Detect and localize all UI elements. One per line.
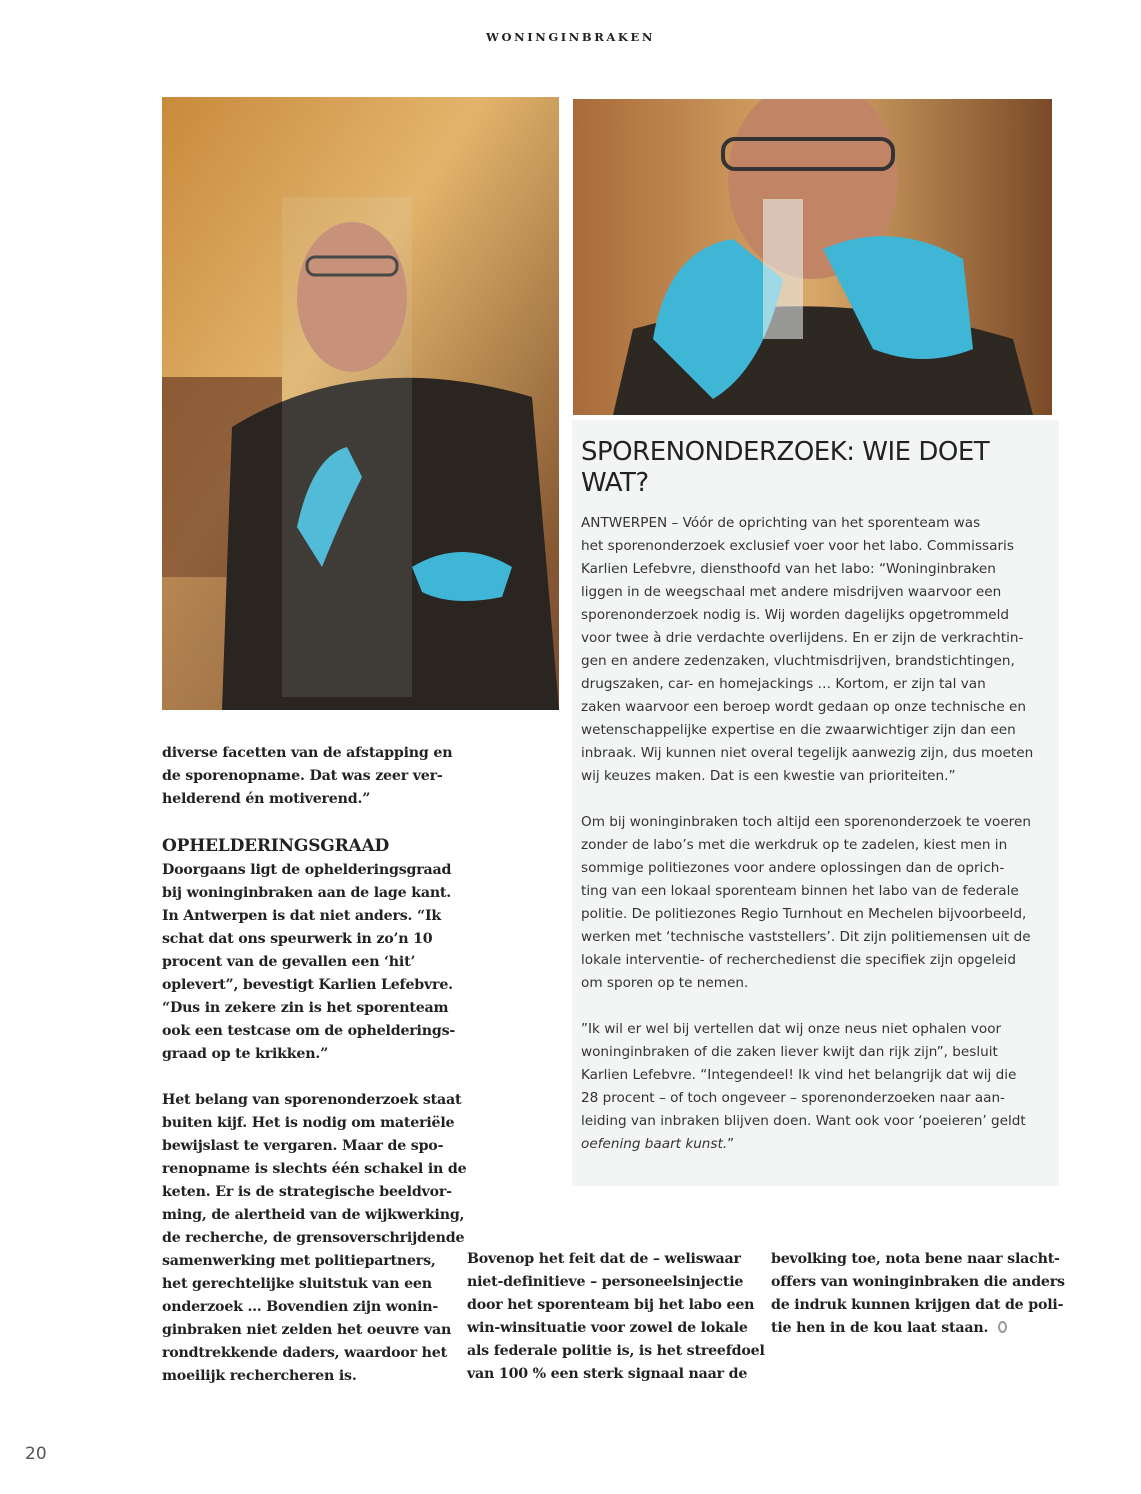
end-of-article-icon bbox=[998, 1321, 1007, 1333]
text-line: “Dus in zekere zin is het sporenteam bbox=[162, 1000, 449, 1016]
intro-paragraph bbox=[162, 742, 457, 811]
text-line: win-winsituatie voor zowel de lokale bbox=[467, 1320, 748, 1336]
text-line: niet-definitieve – personeelsinjectie bbox=[467, 1274, 744, 1290]
text-line: de recherche, de grensoverschrijdende bbox=[162, 1230, 465, 1246]
photo-investigator-glass bbox=[162, 97, 559, 710]
text-line: offers van woninginbraken die anders bbox=[771, 1274, 1065, 1290]
text-line: zaken waarvoor een beroep wordt gedaan op onze technische en bbox=[581, 699, 1026, 715]
text-line: diverse facetten van de afstapping en bbox=[162, 745, 453, 761]
text-line: politie. De politiezones Regio Turnhout en Mechelen bijvoorbeeld, bbox=[581, 906, 1027, 922]
text-line: werken met ‘technische vaststellers’. Dit zijn politiemensen uit de bbox=[581, 929, 1031, 945]
text-line: wetenschappelijke expertise en die zwaarwichtiger zijn dan een bbox=[581, 722, 1016, 738]
text-line: Om bij woninginbraken toch altijd een sporenonderzoek te voeren bbox=[581, 814, 1031, 830]
text-line: gen en andere zedenzaken, vluchtmisdrijven, brandstichtingen, bbox=[581, 653, 1015, 669]
text-line: ginbraken niet zelden het oeuvre van bbox=[162, 1322, 452, 1338]
text-line: keten. Er is de strategische beeldvor- bbox=[162, 1184, 452, 1200]
text-line: de indruk kunnen krijgen dat de poli- bbox=[771, 1297, 1064, 1313]
sidebar-body bbox=[581, 512, 1056, 1179]
text-line: inbraak. Wij kunnen niet overal tegelijk aanwezig zijn, dus moeten bbox=[581, 745, 1034, 761]
text-line: helderend én motiverend.” bbox=[162, 791, 371, 807]
subheading: OPHELDERINGSGRAAD bbox=[162, 836, 390, 856]
text-line: van 100 % een sterk signaal naar de bbox=[467, 1366, 748, 1382]
text-line: schat dat ons speurwerk in zo’n 10 bbox=[162, 931, 433, 947]
text-line: procent van de gevallen een ‘hit’ bbox=[162, 954, 416, 970]
article-column-1 bbox=[162, 742, 467, 1411]
text-line: rondtrekkende daders, waardoor het bbox=[162, 1345, 447, 1361]
column-1-paragraphs bbox=[162, 859, 467, 1388]
text-line: zonder de labo’s met die werkdruk op te zadelen, kiest men in bbox=[581, 837, 1008, 853]
text-line: Doorgaans ligt de ophelderingsgraad bbox=[162, 862, 452, 878]
text-line: ANTWERPEN – Vóór de oprichting van het sporenteam was bbox=[581, 515, 981, 531]
italic-phrase: oefening baart kunst. bbox=[581, 1136, 728, 1152]
text-line: ook een testcase om de ophelderings- bbox=[162, 1023, 456, 1039]
text-line: moeilijk rechercheren is. bbox=[162, 1368, 357, 1384]
text-line: door het sporenteam bij het labo een bbox=[467, 1297, 755, 1313]
photo-investigator-tape bbox=[573, 99, 1052, 415]
text-line: woninginbraken of die zaken liever kwijt dan rijk zijn”, besluit bbox=[581, 1044, 998, 1060]
text-line: om sporen op te nemen. bbox=[581, 975, 749, 991]
text-line: graad op te krikken.” bbox=[162, 1046, 329, 1062]
paragraph bbox=[581, 811, 1056, 995]
paragraph bbox=[162, 859, 457, 1066]
text-line: samenwerking met politiepartners, bbox=[162, 1253, 436, 1269]
text-line: sommige politiezones voor andere oplossingen dan de oprich- bbox=[581, 860, 1005, 876]
text-line: het sporenonderzoek exclusief voer voor het labo. Commissaris bbox=[581, 538, 1014, 554]
text-line: ”Ik wil er wel bij vertellen dat wij onze neus niet ophalen voor bbox=[581, 1021, 1002, 1037]
page-number: 20 bbox=[25, 1444, 47, 1464]
text-line: ting van een lokaal sporenteam binnen het labo van de federale bbox=[581, 883, 1019, 899]
text-line: Het belang van sporenonderzoek staat bbox=[162, 1092, 462, 1108]
text-line: liggen in de weegschaal met andere misdrijven waarvoor een bbox=[581, 584, 1002, 600]
text-line: het gerechtelijke sluitstuk van een bbox=[162, 1276, 432, 1292]
text-line: oplevert”, bevestigt Karlien Lefebvre. bbox=[162, 977, 453, 993]
text-line: onderzoek … Bovendien zijn wonin- bbox=[162, 1299, 439, 1315]
text-line: lokale interventie- of recherchedienst die specifiek zijn opgeleid bbox=[581, 952, 1016, 968]
text-line: bewijslast te vergaren. Maar de spo- bbox=[162, 1138, 444, 1154]
text-line: bevolking toe, nota bene naar slacht- bbox=[771, 1251, 1060, 1267]
paragraph bbox=[581, 512, 1056, 788]
text-line: drugszaken, car- en homejackings … Kortom, er zijn tal van bbox=[581, 676, 986, 692]
text-line: tie hen in de kou laat staan. bbox=[771, 1317, 1061, 1340]
text-line: bij woninginbraken aan de lage kant. bbox=[162, 885, 452, 901]
article-column-2 bbox=[467, 1248, 765, 1386]
text-line: als federale politie is, is het streefdoel bbox=[467, 1343, 765, 1359]
closing-quote: ” bbox=[727, 1136, 735, 1152]
paragraph bbox=[162, 1089, 467, 1388]
text-line: Karlien Lefebvre, diensthoofd van het labo: “Woninginbraken bbox=[581, 561, 996, 577]
text-line: sporenonderzoek nodig is. Wij worden dagelijks opgetrommeld bbox=[581, 607, 1010, 623]
text-line: Karlien Lefebvre. “Integendeel! Ik vind het belangrijk dat wij die bbox=[581, 1067, 1017, 1083]
section-header: WONINGINBRAKEN bbox=[486, 30, 655, 44]
text-line: Bovenop het feit dat de – weliswaar bbox=[467, 1251, 741, 1267]
text-line: wij keuzes maken. Dat is een kwestie van prioriteiten.” bbox=[581, 768, 956, 784]
paragraph bbox=[581, 1018, 1056, 1156]
text-line: 28 procent – of toch ongeveer – sporenonderzoeken naar aan- bbox=[581, 1090, 1005, 1106]
text-line: ming, de alertheid van de wijkwerking, bbox=[162, 1207, 465, 1223]
sidebar-title: SPORENONDERZOEK: WIE DOET WAT? bbox=[581, 437, 990, 498]
article-column-3 bbox=[771, 1248, 1065, 1340]
text-line: In Antwerpen is dat niet anders. “Ik bbox=[162, 908, 442, 924]
sidebar-box bbox=[572, 420, 1059, 1186]
text-line: voor twee à drie verdachte overlijdens. En er zijn de verkrachtin- bbox=[581, 630, 1024, 646]
text-line: buiten kijf. Het is nodig om materiële bbox=[162, 1115, 455, 1131]
text-line bbox=[581, 1133, 1056, 1156]
text-line: de sporenopname. Dat was zeer ver- bbox=[162, 768, 443, 784]
text-line: leiding van inbraken blijven doen. Want ook voor ‘poeieren’ geldt bbox=[581, 1113, 1026, 1129]
text-line: renopname is slechts één schakel in de bbox=[162, 1161, 467, 1177]
